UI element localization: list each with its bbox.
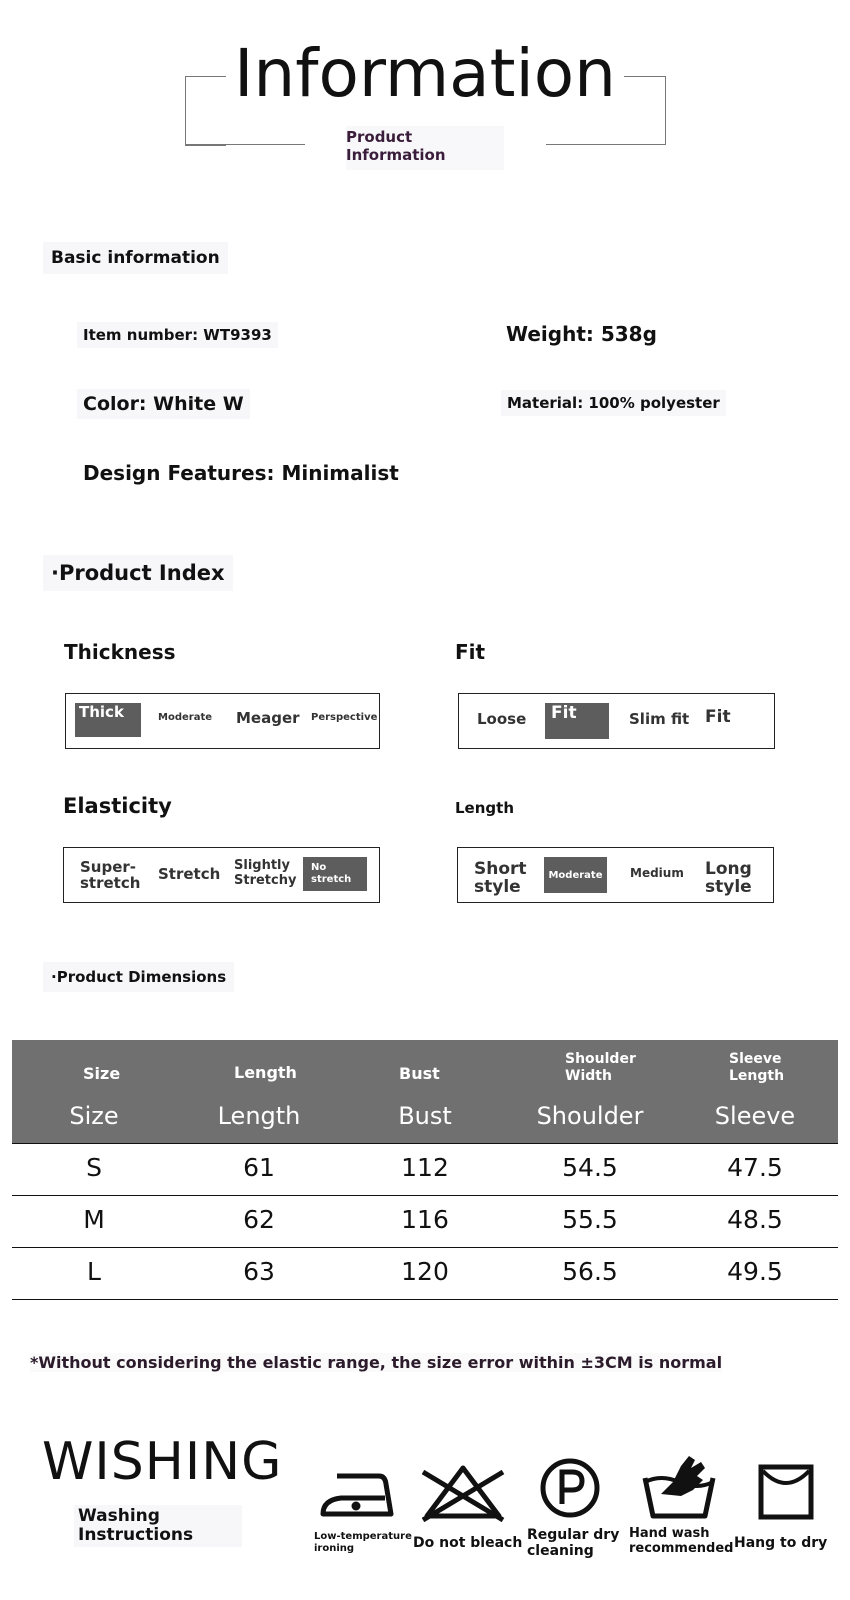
thickness-option-meager: Meager <box>236 709 300 727</box>
fit-box <box>458 693 775 749</box>
color: Color: White W <box>77 389 250 419</box>
th-length: Length <box>234 1063 297 1082</box>
washing-subtitle: Washing Instructions <box>74 1505 242 1547</box>
product-index-label: ·Product Index <box>43 555 233 591</box>
cell-length: 62 <box>243 1205 275 1234</box>
material: Material: 100% polyester <box>501 390 726 416</box>
cell-length: 63 <box>243 1257 275 1286</box>
th-shoulder-2: Shoulder <box>536 1102 644 1130</box>
title-frame-left-bottom <box>185 144 305 145</box>
th-bust-2: Bust <box>398 1102 452 1130</box>
iron-label: Low-temperature ironing <box>314 1531 412 1554</box>
fit-option-slim-fit: Slim fit <box>629 710 690 728</box>
no-bleach-label: Do not bleach <box>413 1535 523 1551</box>
fit-option-loose: Loose <box>477 710 527 728</box>
thickness-option-perspective: Perspective <box>311 712 378 723</box>
cell-size: M <box>83 1205 105 1234</box>
elasticity-option-super-stretch: Super-stretch <box>80 858 141 892</box>
washing-title: WISHING <box>42 1432 283 1492</box>
title-frame-left-vert <box>185 76 186 144</box>
page-subtitle: Product Information <box>346 126 504 170</box>
weight: Weight: 538g <box>506 322 657 346</box>
table-line-4 <box>12 1299 838 1300</box>
length-option-long-style: Long style <box>705 859 752 897</box>
fit-option-fit-2: Fit <box>705 707 731 727</box>
elasticity-option-stretch: Stretch <box>158 865 221 883</box>
basic-info-label: Basic information <box>43 242 228 274</box>
length-option-medium: Medium <box>630 866 684 880</box>
cell-bust: 112 <box>401 1153 449 1182</box>
cell-shoulder: 55.5 <box>562 1205 618 1234</box>
table-line-3 <box>12 1247 838 1248</box>
product-dimensions-label: ·Product Dimensions <box>43 962 234 992</box>
item-number: Item number: WT9393 <box>77 322 278 348</box>
table-line-1 <box>12 1143 838 1144</box>
cell-bust: 120 <box>401 1257 449 1286</box>
title-frame-right-bottom <box>546 144 665 145</box>
thickness-box <box>65 693 380 749</box>
fit-option-fit: Fit <box>545 703 609 739</box>
cell-size: S <box>86 1153 102 1182</box>
thickness-title: Thickness <box>64 640 176 664</box>
cell-shoulder: 54.5 <box>562 1153 618 1182</box>
elasticity-option-no-stretch: No stretch <box>303 857 367 891</box>
hang-dry-label: Hang to dry <box>734 1535 828 1551</box>
th-length-2: Length <box>217 1102 301 1130</box>
thickness-option-thick: Thick <box>75 703 141 737</box>
th-shoulder-width: Shoulder Width <box>565 1051 636 1084</box>
cell-bust: 116 <box>401 1205 449 1234</box>
iron-icon <box>319 1470 395 1520</box>
cell-sleeve: 49.5 <box>727 1257 783 1286</box>
length-option-short-style: Short style <box>474 859 527 897</box>
hand-wash-icon <box>641 1452 717 1520</box>
th-bust: Bust <box>399 1064 440 1083</box>
dry-clean-icon <box>538 1456 602 1520</box>
cell-sleeve: 48.5 <box>727 1205 783 1234</box>
design-features: Design Features: Minimalist <box>83 461 399 485</box>
cell-length: 61 <box>243 1153 275 1182</box>
no-bleach-icon <box>419 1464 507 1522</box>
th-sleeve-2: Sleeve <box>714 1102 796 1130</box>
th-size-2: Size <box>69 1102 119 1130</box>
th-size: Size <box>83 1064 121 1083</box>
length-option-moderate: Moderate <box>544 857 607 893</box>
thickness-option-moderate: Moderate <box>158 712 213 723</box>
cell-size: L <box>87 1257 101 1286</box>
size-table-header <box>12 1040 838 1143</box>
fit-title: Fit <box>455 640 486 664</box>
th-sleeve-length: Sleeve Length <box>729 1051 785 1084</box>
page-title: Information <box>233 35 617 112</box>
dry-clean-label: Regular dry cleaning <box>527 1527 620 1559</box>
hang-dry-icon <box>757 1463 815 1521</box>
elasticity-option-slightly-stretchy: Slightly Stretchy <box>234 858 297 888</box>
cell-sleeve: 47.5 <box>727 1153 783 1182</box>
size-error-note: *Without considering the elastic range, the size error within ±3CM is normal <box>30 1353 723 1372</box>
length-box <box>457 847 774 903</box>
cell-shoulder: 56.5 <box>562 1257 618 1286</box>
hand-wash-label: Hand wash recommended <box>629 1526 734 1556</box>
table-line-2 <box>12 1195 838 1196</box>
elasticity-title: Elasticity <box>63 794 172 818</box>
elasticity-box <box>63 847 380 903</box>
length-title: Length <box>455 799 514 817</box>
